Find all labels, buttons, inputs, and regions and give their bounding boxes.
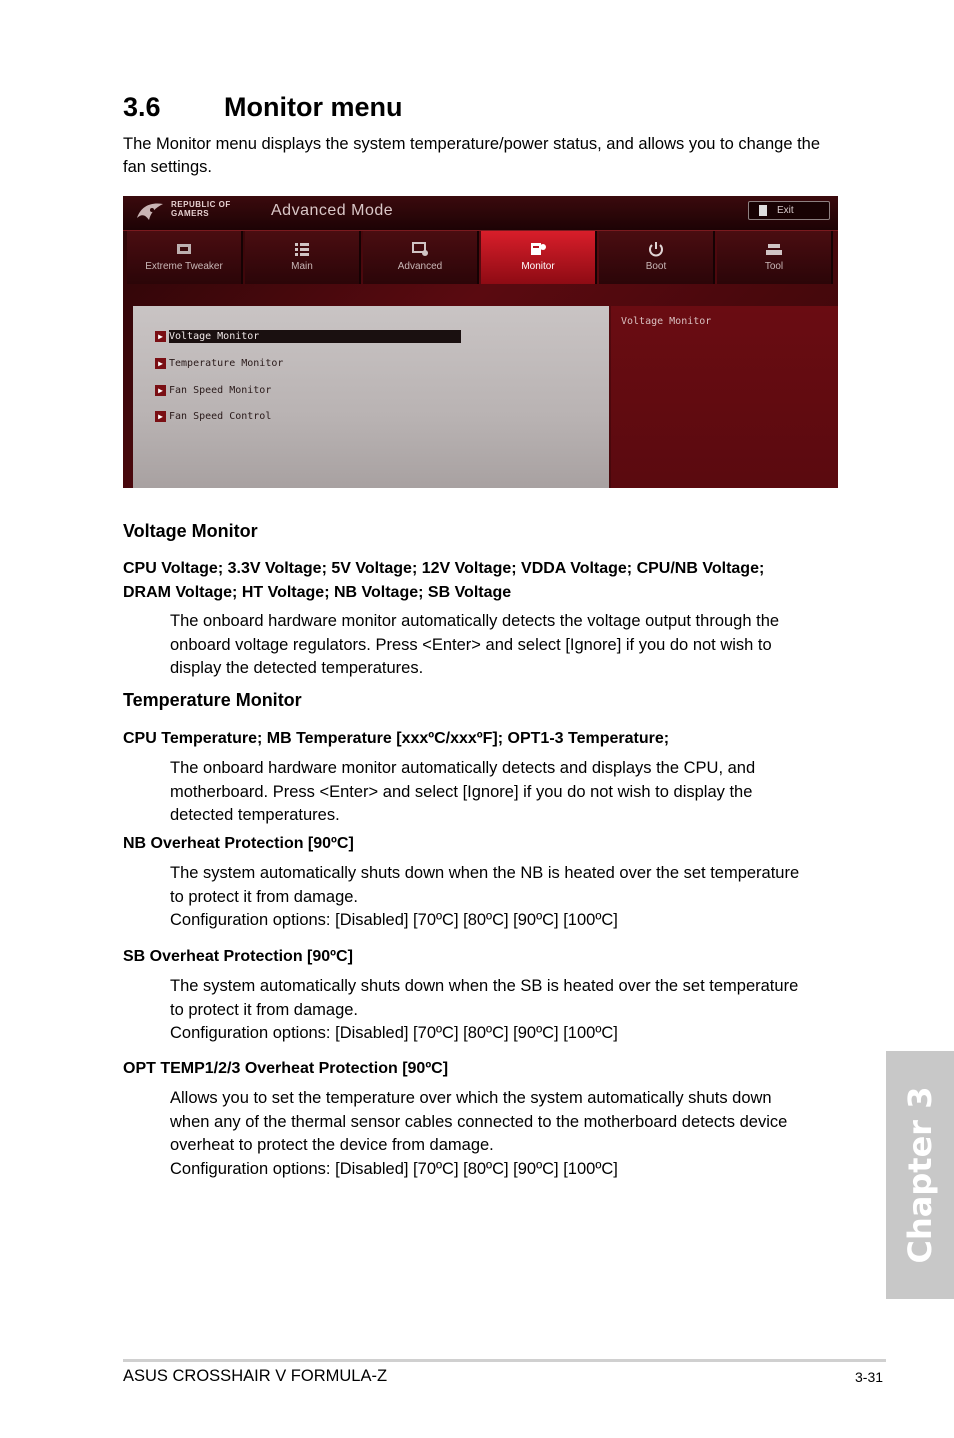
menu-item-label: Fan Speed Control [169,411,272,422]
tab-label: Extreme Tweaker [145,261,223,272]
bios-title-bar [123,196,838,231]
chevron-right-icon: ▶ [155,331,166,342]
power-icon [647,241,665,257]
chevron-right-icon: ▶ [155,358,166,369]
tab-label: Advanced [397,261,443,272]
nb-desc-line2: to protect it from damage. [170,887,359,906]
opt-desc-line1: Allows you to set the temperature over which the system automatically shuts down [170,1089,772,1107]
tab-tool[interactable] [717,231,833,284]
menu-item-fan-speed-monitor[interactable] [155,384,271,397]
sb-overheat-description [170,975,840,1046]
bios-screenshot [123,196,838,488]
temperature-desc-line2: motherboard. Press <Enter> and select [Ignore] if you do not wish to display the [170,782,753,801]
tab-label: Boot [645,261,667,272]
menu-item-temperature-monitor[interactable] [155,357,283,370]
temperature-desc-line3: detected temperatures. [170,806,340,824]
sb-overheat-heading: SB Overheat Protection [90ºC] [123,948,353,965]
voltage-description [170,610,840,681]
opt-overheat-description [170,1087,840,1181]
menu-item-voltage-monitor[interactable] [155,330,461,343]
menu-item-fan-speed-control[interactable] [155,410,271,423]
tool-icon [765,241,783,257]
voltage-items [123,557,843,605]
bios-tabs [127,231,838,284]
temperature-items: CPU Temperature; MB Temperature [xxxºC/xxxºF]; OPT1-3 Temperature; [123,730,670,747]
voltage-desc-line3: display the detected temperatures. [170,659,424,677]
footer-product: ASUS CROSSHAIR V FORMULA-Z [123,1367,388,1385]
opt-options: Configuration options: [Disabled] [70ºC] [80ºC] [90ºC] [100ºC] [170,1159,618,1178]
tab-label: Main [291,261,313,272]
nb-desc-line1: The system automatically shuts down when the NB is heated over the set temperature [170,864,800,882]
voltage-desc-line1: The onboard hardware monitor automatically detects the voltage output through the [170,612,780,630]
section-number: 3.6 [123,92,161,122]
tab-advanced[interactable] [363,231,479,284]
chevron-right-icon: ▶ [155,411,166,422]
exit-icon [759,205,767,216]
opt-overheat-heading: OPT TEMP1/2/3 Overheat Protection [90ºC] [123,1060,449,1077]
section-intro: The Monitor menu displays the system temperature/power status, and allows you to change the fan settings. [123,135,821,176]
section-title: Monitor menu [224,92,403,122]
exit-label: Exit [777,205,794,216]
rog-brand-line2: GAMERS [171,209,210,218]
bios-help-panel [611,306,838,488]
temperature-desc-line1: The onboard hardware monitor automatically detects and displays the CPU, and [170,759,756,777]
temperature-description [170,757,840,828]
advanced-icon [411,241,429,257]
menu-item-label: Fan Speed Monitor [169,385,272,396]
opt-desc-line3: overheat to protect the device from damage. [170,1136,494,1154]
nb-overheat-description [170,862,840,933]
rog-logo-icon [135,200,165,224]
footer-divider [123,1359,886,1362]
voltage-items-line2: DRAM Voltage; HT Voltage; NB Voltage; SB Voltage [123,584,512,601]
voltage-items-line1: CPU Voltage; 3.3V Voltage; 5V Voltage; 12V Voltage; VDDA Voltage; CPU/NB Voltage; [123,560,765,577]
chapter-tab [886,1051,954,1299]
bios-menu-panel [133,306,609,488]
chapter-label: Chapter 3 [901,1086,939,1264]
tab-extreme-tweaker[interactable] [127,231,243,284]
rog-brand-line1: REPUBLIC OF [171,200,231,209]
chevron-right-icon: ▶ [155,385,166,396]
footer-page-number: 3-31 [855,1369,884,1385]
help-text: Voltage Monitor [621,316,712,327]
tab-label: Tool [764,261,784,272]
opt-desc-line2: when any of the thermal sensor cables connected to the motherboard detects device [170,1112,788,1131]
temperature-monitor-heading: Temperature Monitor [123,690,302,710]
tab-monitor[interactable] [481,231,597,284]
tab-label: Monitor [521,261,555,272]
menu-item-label: Voltage Monitor [169,330,461,343]
tweaker-icon [175,241,193,257]
sb-options: Configuration options: [Disabled] [70ºC] [80ºC] [90ºC] [100ºC] [170,1024,618,1042]
nb-options: Configuration options: [Disabled] [70ºC] [80ºC] [90ºC] [100ºC] [170,911,618,929]
tab-boot[interactable] [599,231,715,284]
sb-desc-line2: to protect it from damage. [170,1000,359,1019]
sb-desc-line1: The system automatically shuts down when the SB is heated over the set temperature [170,977,799,995]
voltage-monitor-heading: Voltage Monitor [123,521,258,541]
list-icon [293,241,311,257]
tab-main[interactable] [245,231,361,284]
rog-brand [171,200,231,218]
nb-overheat-heading: NB Overheat Protection [90ºC] [123,835,354,852]
voltage-desc-line2: onboard voltage regulators. Press <Enter> and select [Ignore] if you do not wish to [170,635,772,654]
menu-item-label: Temperature Monitor [169,358,284,369]
exit-button[interactable] [748,201,830,220]
bios-mode-title: Advanced Mode [271,202,394,219]
monitor-icon [529,241,547,257]
